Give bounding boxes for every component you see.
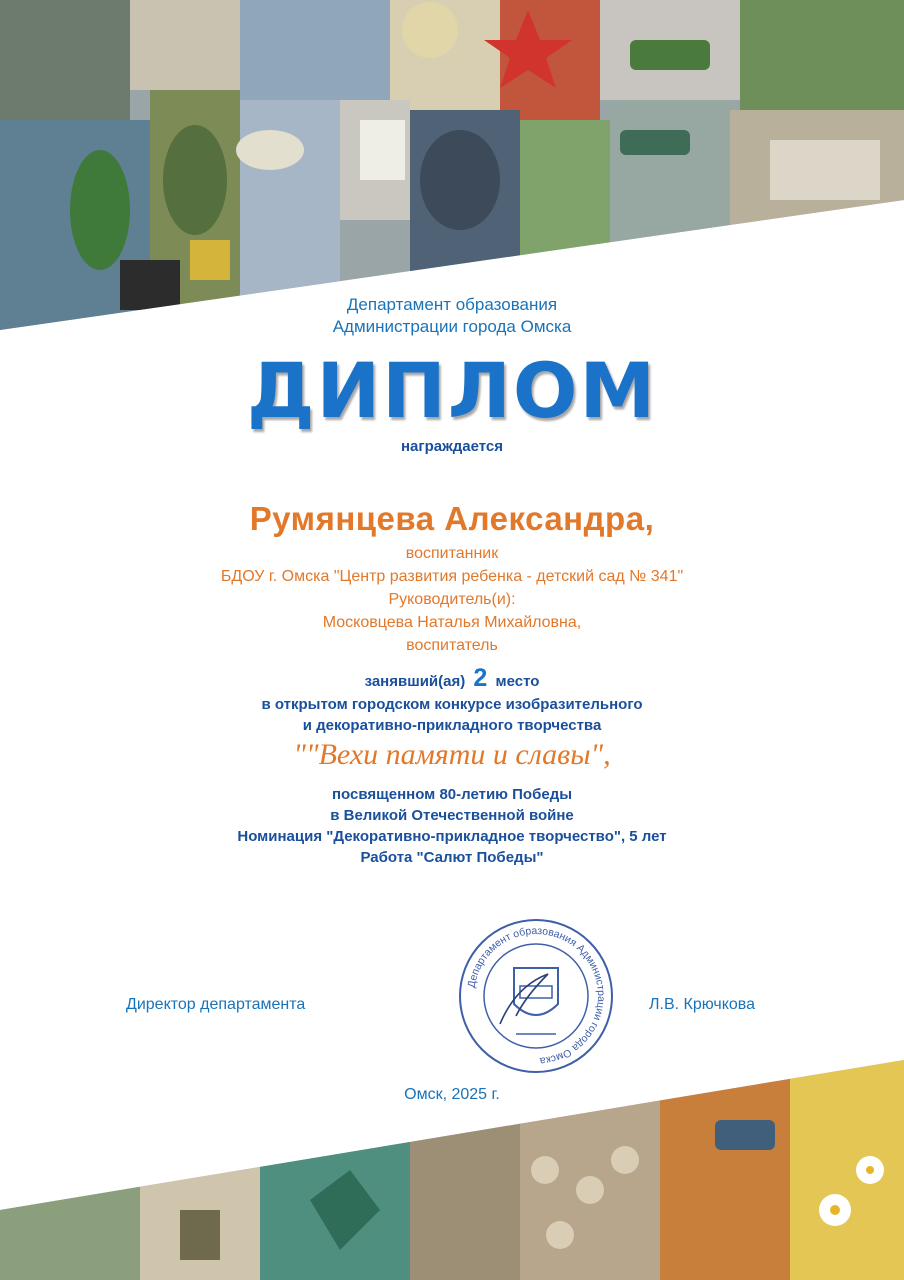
signature-name: Л.В. Крючкова xyxy=(649,996,756,1013)
place-suffix: место xyxy=(495,673,540,690)
supervisor-name: Московцева Наталья Михайловна, xyxy=(322,614,582,631)
supervisor-role: воспитатель xyxy=(406,637,498,654)
department-header xyxy=(0,294,904,338)
recipient-name: Румянцева Александра, xyxy=(249,500,655,537)
details-line-4: Работа "Салют Победы" xyxy=(360,849,544,866)
contest-name: ""Вехи памяти и славы", xyxy=(293,738,611,771)
awarded-label: награждается xyxy=(400,438,504,455)
contest-details xyxy=(0,784,904,868)
details-line-2: в Великой Отечественной войне xyxy=(330,807,574,824)
bottom-collage-banner xyxy=(0,1050,904,1280)
recipient-role: воспитанник xyxy=(405,545,499,562)
city-year: Омск, 2025 г. xyxy=(404,1086,500,1103)
contest-description xyxy=(0,694,904,736)
diploma-title: ДИПЛОМ xyxy=(246,346,658,435)
contest-line-1: в открытом городском конкурсе изобразительного xyxy=(261,696,643,713)
seal-ring-text: Департамент образования Администрации города Омска xyxy=(465,924,608,1067)
recipient-organization: БДОУ г. Омска "Центр развития ребенка - детский сад № 341" xyxy=(220,568,684,585)
supervisor-label: Руководитель(и): xyxy=(388,591,516,608)
top-collage-banner xyxy=(0,0,904,340)
svg-text:Департамент образования Админи xyxy=(466,925,608,1067)
place-line xyxy=(0,664,904,693)
department-line-1: Департамент образования xyxy=(346,295,558,314)
place-number: 2 xyxy=(473,664,488,692)
place-prefix: занявший(ая) xyxy=(364,673,466,690)
contest-line-2: и декоративно-прикладного творчества xyxy=(302,717,602,734)
details-line-3: Номинация "Декоративно-прикладное творчество", 5 лет xyxy=(237,828,667,845)
signature-position: Директор департамента xyxy=(126,996,306,1013)
recipient-info xyxy=(0,542,904,657)
department-line-2: Администрации города Омска xyxy=(332,317,572,336)
details-line-1: посвященном 80-летию Победы xyxy=(331,786,573,803)
